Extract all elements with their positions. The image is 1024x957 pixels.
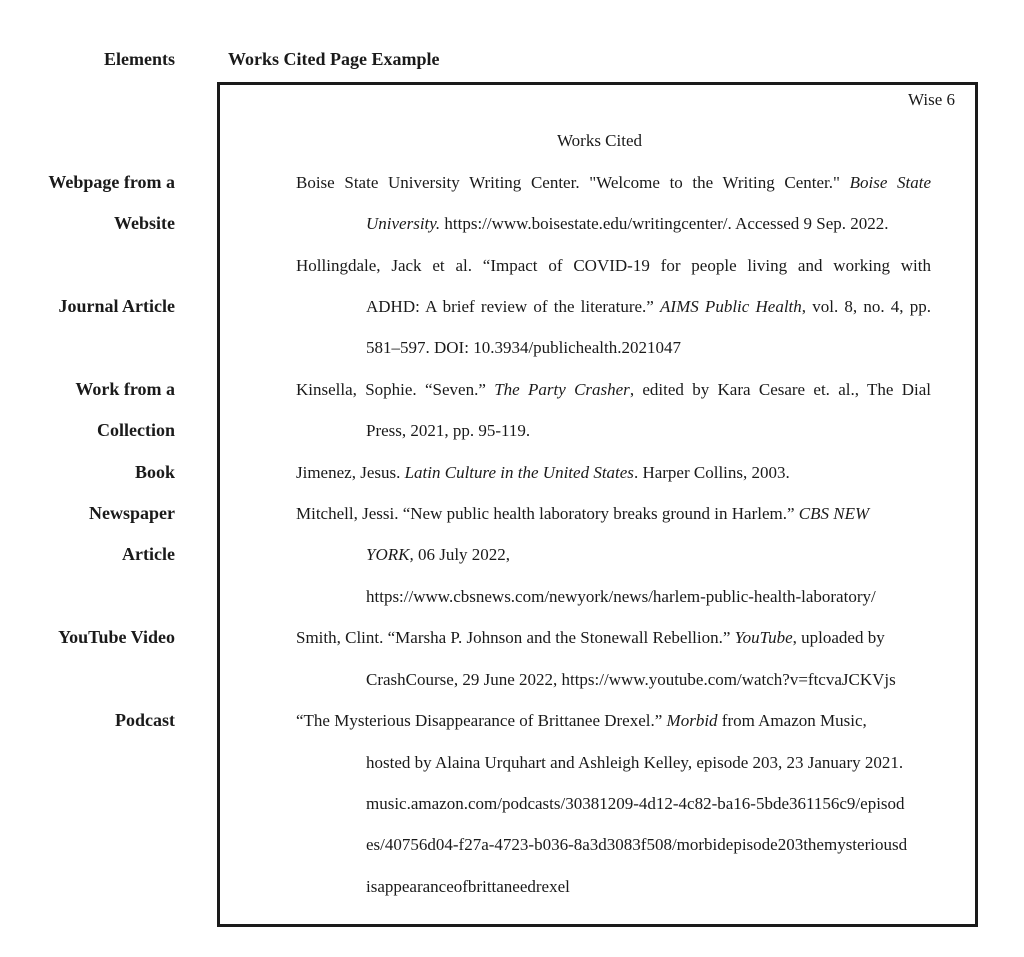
citation-italic-segment: AIMS Public Health [660,297,802,317]
citation-italic-segment: University. [366,214,441,234]
citation-text-segment: isappearanceofbrittaneedrexel [366,876,570,896]
document-content [220,79,975,907]
citation-line [296,327,931,368]
citation-text-segment: Kinsella, Sophie. “Seven.” [296,379,495,399]
citation-text-segment: hosted by Alaina Urquhart and Ashleigh Kelley, episode 203, 23 January 2021. [366,752,904,772]
example-column-header: Works Cited Page Example [228,49,440,69]
citation-italic-segment: CBS NEW [798,504,870,524]
citation-text-segment: https://www.cbsnews.com/newyork/news/harlem-public-health-laboratory/ [366,586,876,606]
element-label: Book [134,461,175,482]
document-title: Works Cited [556,131,643,151]
citation-text-segment: 581–597. DOI: 10.3934/publichealth.2021047 [366,338,681,358]
citation-line [296,452,931,493]
elements-column-header: Elements [104,49,175,69]
citation-text-segment: , edited by Kara Cesare et. al., The Dial [629,379,932,399]
element-label: Webpage from a [48,171,175,192]
citation-line [296,286,931,327]
element-label: Podcast [115,710,175,730]
citation-text-segment: . Harper Collins, 2003. [633,462,790,482]
citation-text-segment: “The Mysterious Disappearance of Brittanee Drexel.” [296,711,667,731]
citation-line [296,700,931,741]
citation-text-segment: 06 July 2022, [413,545,511,565]
citation-line [296,783,931,824]
works-cited-document [217,82,978,927]
citation-line [296,245,931,286]
citation-text-segment: , vol. 8, no. 4, pp. [801,297,931,317]
citation-line [296,369,931,410]
citation-line [296,410,931,451]
element-label: Work from a [75,378,175,399]
citation-text-segment: Hollingdale, Jack et al. “Impact of COVID-19 for people living and working with [296,255,931,275]
citation-line [296,824,931,865]
citation-italic-segment: YouTube [734,628,793,648]
citation-text-segment: Press, 2021, pp. 95-119. [366,421,531,441]
citation-text-segment: music.amazon.com/podcasts/30381209-4d12-4c82-ba16-5bde361156c9/episod [366,793,905,813]
citation-line [296,659,931,700]
element-label: Newspaper [89,503,175,523]
citation-line [296,162,931,203]
citation-text-segment: ADHD: A brief review of the literature.” [366,297,661,317]
citation-text-segment: CrashCourse, 29 June 2022, https://www.youtube.com/watch?v=ftcvaJCKVjs [366,669,896,689]
citation-text-segment: Boise State University Writing Center. "Welcome to the Writing Center." [296,172,850,192]
element-label: Collection [97,420,175,441]
citation-line [296,576,931,617]
element-label: Journal Article [58,296,175,316]
citation-text-segment: Jimenez, Jesus. [296,462,405,482]
element-label: Website [114,213,175,234]
citation-line [296,203,931,244]
citation-line [296,866,931,907]
citation-line [296,534,931,575]
citation-italic-segment: YORK, [366,545,414,565]
citation-italic-segment: The Party Crasher [494,379,630,399]
citation-text-segment: Smith, Clint. “Marsha P. Johnson and the Stonewall Rebellion.” [296,628,735,648]
citation-text-segment: Mitchell, Jessi. “New public health laboratory breaks ground in Harlem.” [296,504,799,524]
citation-text-segment: , uploaded by [792,628,885,648]
citation-line [296,493,931,534]
citation-italic-segment: Boise State [849,172,931,192]
citation-italic-segment: Morbid [666,711,718,731]
element-label: Article [122,544,175,565]
element-label: YouTube Video [58,627,175,648]
citation-line [296,617,931,658]
citation-italic-segment: Latin Culture in the United States [404,462,634,482]
running-head: Wise 6 [908,90,955,109]
citation-text-segment: es/40756d04-f27a-4723-b036-8a3d3083f508/morbidepisode203themysteriousd [366,835,908,855]
citation-text-segment: https://www.boisestate.edu/writingcenter/. Accessed 9 Sep. 2022. [440,214,889,234]
citation-line [296,742,931,783]
citation-text-segment: from Amazon Music, [717,711,867,731]
